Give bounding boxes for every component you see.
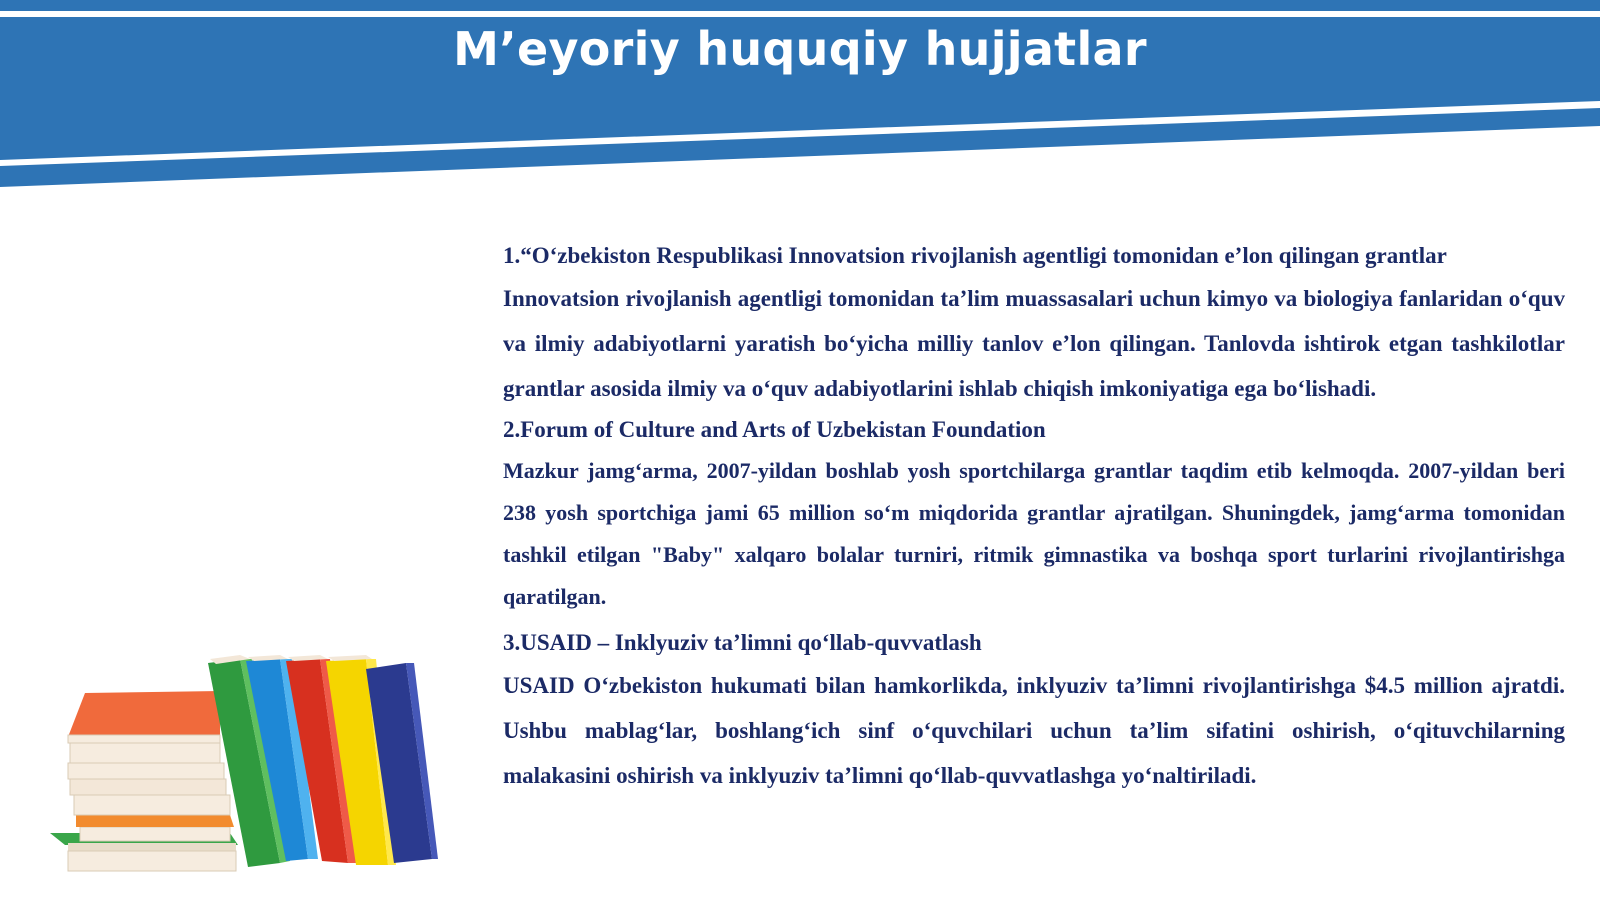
item-3-heading: 3.USAID – Inklyuziv ta’limni qo‘llab-quvvatlash [503,630,982,655]
lying-books [50,691,238,871]
slide-title: M’eyoriy huquqiy hujjatlar [453,22,1147,76]
item-2-heading: 2.Forum of Culture and Arts of Uzbekistan Foundation [503,417,1046,442]
item-1-body: Innovatsion rivojlanish agentligi tomonidan ta’lim muassasalari uchun kimyo va biologiya fanlaridan o‘quv va ilmiy adabiyotlarni yaratish bo‘yicha milliy tanlov e’lon qilingan. Tanlovda ishtirok etgan tashkilotlar grantlar asosida ilmiy va o‘quv adabiyotlarini ishlab chiqish imkoniyatiga ega bo‘lishadi. [503,286,1565,401]
item-1-heading: 1.“O‘zbekiston Respublikasi Innovatsion rivojlanish agentligi tomonidan e’lon qilingan grantlar [503,243,1447,268]
header-top-stripe [0,0,1600,11]
item-3-body: USAID O‘zbekiston hukumati bilan hamkorlikda, inklyuziv ta’limni rivojlantirishga $4.5 million ajratdi. Ushbu mablag‘lar, boshlang‘ich sinf o‘quvchilari uchun ta’lim sifatini oshirish, o‘qituvchilarning malakasini oshirish va inklyuziv ta’limni qo‘llab-quvvatlashga yo‘naltiriladi. [503,673,1565,788]
stack-of-books-icon [40,655,450,895]
item-2-body: Mazkur jamg‘arma, 2007-yildan boshlab yosh sportchilarga grantlar taqdim etib kelmoqda. 2007-yildan beri 238 yosh sportchiga jami 65 million so‘m miqdorida grantlar ajratilgan. Shuningdek, jamg‘arma tomonidan tashkil etilgan "Baby" xalqaro bolalar turniri, ritmik gimnastika va boshqa sport turlarini rivojlantirishga qaratilgan. [503,458,1565,609]
standing-books [208,655,438,867]
content-area [503,236,1565,798]
